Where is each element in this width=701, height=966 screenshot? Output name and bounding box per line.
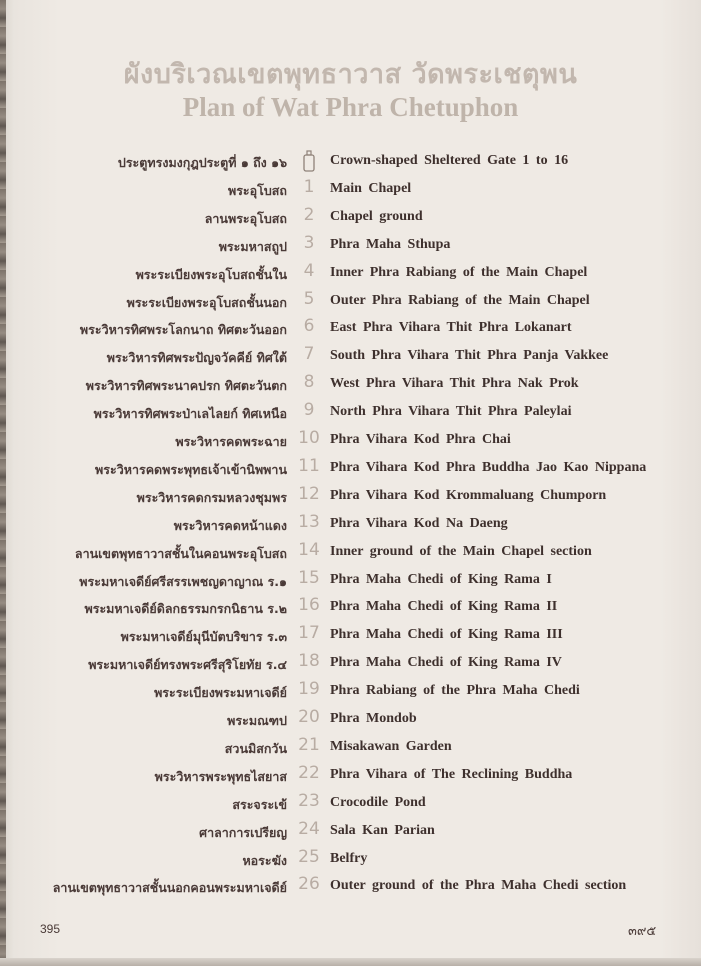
legend-row	[0, 764, 701, 792]
legend-row	[0, 652, 701, 680]
legend-english-label: Phra Maha Chedi of King Rama I	[330, 571, 552, 587]
legend-number: 12	[298, 483, 320, 504]
legend-english-label: Phra Vihara Kod Na Daeng	[330, 515, 508, 531]
legend-row	[0, 401, 701, 429]
legend-row	[0, 373, 701, 401]
legend-row	[0, 736, 701, 764]
legend-english-label: Outer Phra Rabiang of the Main Chapel	[330, 292, 590, 308]
legend-thai-label: พระวิหารทิศพระปัญจวัคคีย์ ทิศใต้	[106, 350, 287, 366]
legend-english-label: North Phra Vihara Thit Phra Paleylai	[330, 404, 572, 420]
legend-english-label: Misakawan Garden	[330, 738, 452, 754]
legend-row	[0, 457, 701, 485]
legend-thai-label: พระวิหารทิศพระโลกนาถ ทิศตะวันออก	[79, 322, 287, 338]
legend-row	[0, 485, 701, 513]
legend-english-label: Phra Vihara Kod Krommaluang Chumporn	[330, 487, 607, 503]
legend-number: 16	[298, 595, 320, 616]
legend-english-label: Phra Rabiang of the Phra Maha Chedi	[330, 683, 580, 699]
legend-row	[0, 624, 701, 652]
legend-english-label: Phra Vihara Kod Phra Buddha Jao Kao Nippana	[330, 459, 647, 475]
legend-english-label: Crocodile Pond	[330, 794, 426, 810]
legend-thai-label: ศาลาการเปรียญ	[199, 824, 287, 840]
legend-number: 25	[298, 846, 320, 867]
legend-thai-label: หอระฆัง	[242, 852, 287, 868]
legend-thai-label: ลานเขตพุทธาวาสชั้นนอกคอนพระมหาเจดีย์	[52, 880, 287, 896]
page-number-right: ๓๙๕	[628, 924, 657, 939]
legend-row	[0, 596, 701, 624]
legend-thai-label: พระระเบียงพระอุโบสถชั้นนอก	[126, 294, 287, 310]
legend-row	[0, 875, 701, 903]
legend-number: 23	[298, 790, 320, 811]
page-number-left: 395	[40, 922, 61, 936]
legend-row	[0, 848, 701, 876]
legend-english-label: Main Chapel	[330, 180, 412, 196]
title-thai: ผังบริเวณเขตพุทธาวาส วัดพระเชตุพน	[123, 59, 578, 90]
legend-row	[0, 150, 701, 178]
legend-number: 18	[298, 651, 320, 672]
legend-thai-label: พระวิหารคดกรมหลวงชุมพร	[136, 489, 287, 505]
legend-thai-label: พระวิหารทิศพระนาคปรก ทิศตะวันตก	[85, 378, 287, 394]
legend-thai-label: พระวิหารคดหน้าแดง	[173, 517, 287, 533]
legend-thai-label: ประตูทรงมงกุฎประตูที่ ๑ ถึง ๑๖	[117, 155, 287, 170]
legend-thai-label: พระมหาเจดีย์ทรงพระศรีสุริโยทัย ร.๔	[88, 657, 287, 673]
legend-thai-label: พระมหาเจดีย์ดิลกธรรมกรกนิธาน ร.๒	[84, 601, 287, 617]
legend-row	[0, 429, 701, 457]
legend-english-label: Phra Mondob	[330, 711, 417, 726]
legend-thai-label: พระมหาเจดีย์ศรีสรรเพชญดาญาณ ร.๑	[79, 573, 287, 589]
legend-thai-label: พระระเบียงพระอุโบสถชั้นใน	[135, 266, 287, 282]
legend-number: 1	[303, 176, 315, 197]
legend-english-label: Phra Maha Chedi of King Rama IV	[330, 655, 562, 671]
legend-number: 22	[298, 762, 320, 783]
legend-thai-label: พระระเบียงพระมหาเจดีย์	[154, 685, 287, 701]
legend-number: 26	[298, 874, 320, 895]
legend-row	[0, 178, 701, 206]
legend-number: 7	[303, 344, 315, 365]
legend-english-label: Belfry	[330, 850, 368, 866]
legend-row	[0, 317, 701, 345]
legend-thai-label: พระมณฑป	[227, 713, 287, 728]
legend-english-label: Chapel ground	[330, 208, 423, 224]
legend-number: 2	[303, 204, 315, 225]
legend-number: 24	[298, 818, 320, 839]
legend-english-label: Phra Vihara of The Reclining Buddha	[330, 766, 573, 782]
legend-english-label: Phra Maha Sthupa	[330, 236, 451, 252]
legend-row	[0, 792, 701, 820]
legend-row	[0, 345, 701, 373]
legend-row	[0, 262, 701, 290]
page-bottom-edge	[0, 958, 701, 966]
legend-number: 9	[303, 400, 315, 421]
legend-english-label: Inner Phra Rabiang of the Main Chapel	[330, 264, 588, 280]
legend-number: 14	[298, 539, 320, 560]
legend-english-label: Outer ground of the Phra Maha Chedi section	[330, 878, 627, 894]
legend-number: 6	[303, 316, 315, 337]
legend-row	[0, 234, 701, 262]
legend-thai-label: สวนมิสกวัน	[224, 740, 287, 756]
legend-english-label: Sala Kan Parian	[330, 822, 435, 838]
legend-english-label: Crown-shaped Sheltered Gate 1 to 16	[330, 153, 569, 168]
legend-number: 3	[303, 232, 315, 253]
legend-row	[0, 569, 701, 597]
legend-row	[0, 680, 701, 708]
legend-number: 5	[303, 288, 315, 309]
legend-row	[0, 513, 701, 541]
legend-number: 17	[298, 623, 320, 644]
title-english: Plan of Wat Phra Chetuphon	[182, 92, 519, 122]
legend-thai-label: พระอุโบสถ	[227, 182, 287, 198]
legend-english-label: Phra Vihara Kod Phra Chai	[330, 432, 511, 447]
legend-number: 11	[298, 455, 320, 476]
crown-gate-icon	[303, 150, 315, 172]
legend-number: 20	[298, 707, 320, 727]
legend-row	[0, 541, 701, 569]
legend-number: 15	[298, 567, 320, 588]
legend-english-label: Inner ground of the Main Chapel section	[330, 543, 592, 559]
legend-thai-label: ลานพระอุโบสถ	[204, 210, 287, 226]
legend-row	[0, 206, 701, 234]
legend-english-label: Phra Maha Chedi of King Rama III	[330, 627, 563, 643]
legend-number: 21	[298, 734, 320, 755]
legend-row	[0, 290, 701, 318]
legend-english-label: East Phra Vihara Thit Phra Lokanart	[330, 320, 572, 336]
legend-number: 8	[303, 372, 315, 393]
legend-thai-label: พระมหาสถูป	[218, 238, 287, 254]
legend-english-label: Phra Maha Chedi of King Rama II	[330, 599, 558, 615]
legend-number: 19	[298, 679, 320, 700]
legend-thai-label: พระวิหารพระพุทธไสยาส	[154, 768, 287, 784]
legend-row	[0, 708, 701, 736]
legend-english-label: West Phra Vihara Thit Phra Nak Prok	[330, 376, 579, 392]
legend-row	[0, 820, 701, 848]
legend-number: 13	[298, 511, 320, 532]
legend-thai-label: ลานเขตพุทธาวาสชั้นในคอนพระอุโบสถ	[74, 545, 287, 561]
legend-thai-label: พระวิหารทิศพระป่าเลไลยก์ ทิศเหนือ	[93, 406, 287, 422]
legend-thai-label: พระวิหารคดพระฉาย	[175, 434, 287, 449]
legend-number: 4	[303, 260, 315, 281]
legend-thai-label: สระจระเข้	[232, 796, 287, 812]
legend-thai-label: พระวิหารคดพระพุทธเจ้าเข้านิพพาน	[95, 461, 287, 477]
legend-number: 10	[298, 428, 320, 448]
legend-thai-label: พระมหาเจดีย์มุนีบัตบริขาร ร.๓	[120, 629, 287, 645]
legend-english-label: South Phra Vihara Thit Phra Panja Vakkee	[330, 348, 609, 364]
